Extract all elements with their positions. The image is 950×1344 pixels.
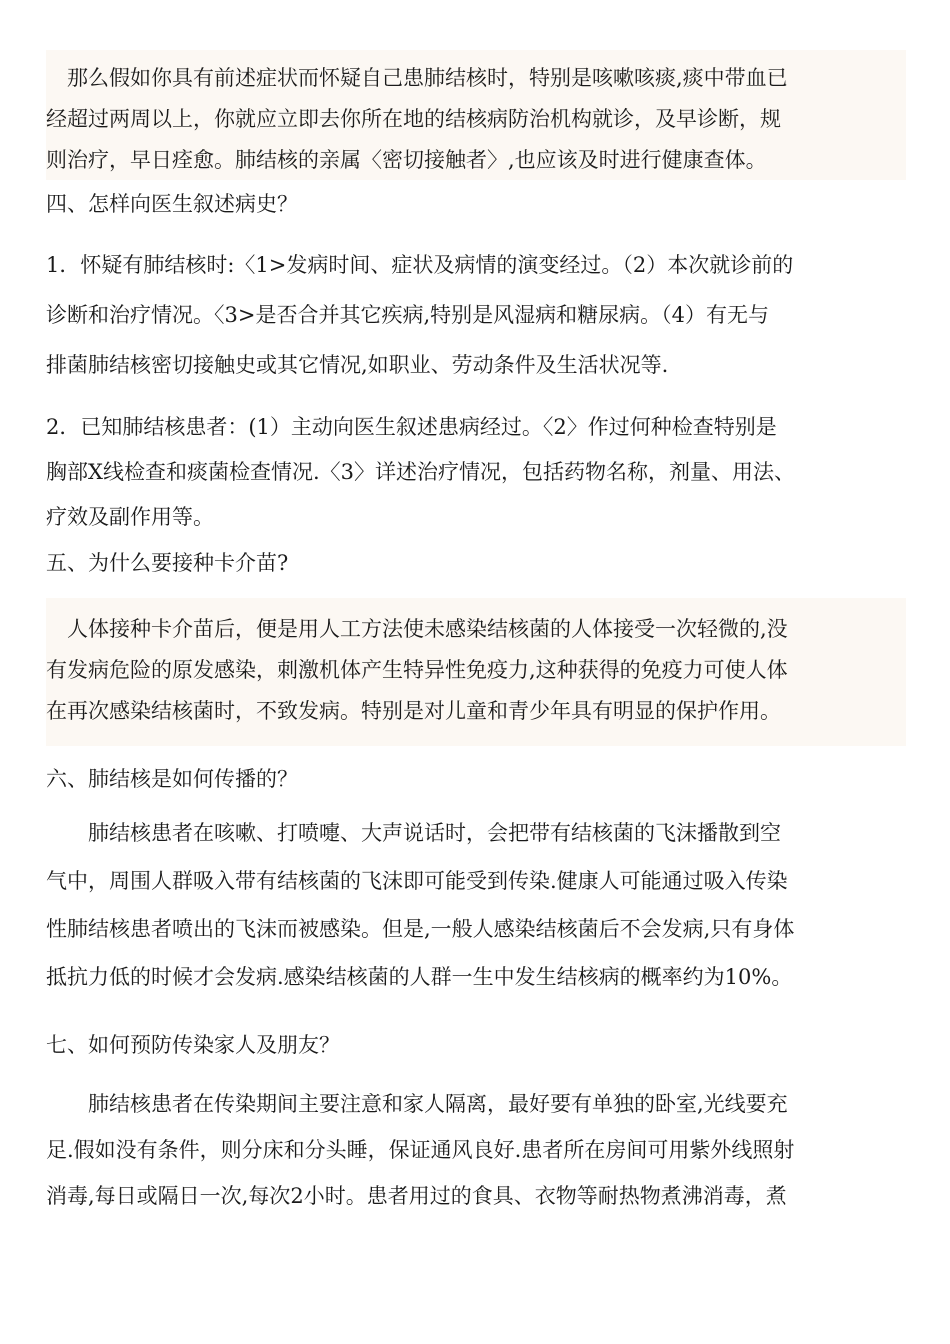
paragraph-suspected: 1．怀疑有肺结核时:〈1>发病时间、症状及病情的演变经过。（2）本次就诊前的 诊断和治疗情况。〈3>是否合并其它疾病,特别是风湿病和糖尿病。（4）有无与 排菌肺结核密切接触史或其它情况,如职业、劳动条件及生活状况等. [46, 253, 794, 377]
paragraph-known-patients: 2．已知肺结核患者：(1）主动向医生叙述患病经过。〈2〉作过何种检查特别是 胸部X线检查和痰菌检查情况.〈3〉详述治疗情况，包括药物名称，剂量、用法、 疗效及副作用等。 [46, 415, 795, 529]
paragraph-symptoms: 那么假如你具有前述症状而怀疑自己患肺结核时，特别是咳嗽咳痰,痰中带血已 经超过两周以上，你就应立即去你所在地的结核病防治机构就诊，及早诊断，规 则治疗，早日痊愈。肺结核的亲属〈密切接触者〉,也应该及时进行健康查体。 [46, 66, 788, 172]
paragraph-prevention: 肺结核患者在传染期间主要注意和家人隔离，最好要有单独的卧室,光线要充 足.假如没有条件，则分床和分头睡，保证通风良好.患者所在房间可用紫外线照射 消毒,每日或隔日一次,每次2小时。患者用过的食具、衣物等耐热物煮沸消毒，煮 [46, 1092, 795, 1208]
heading-transmission: 六、肺结核是如何传播的？ [46, 767, 298, 791]
paragraph-bcg: 人体接种卡介苗后，便是用人工方法使未感染结核菌的人体接受一次轻微的,没 有发病危险的原发感染，刺激机体产生特异性免疫力,这种获得的免疫力可使人体 在再次感染结核菌时，不致发病。特别是对儿童和青少年具有明显的保护作用。 [46, 617, 788, 723]
heading-prevention: 七、如何预防传染家人及朋友？ [46, 1033, 340, 1057]
paragraph-transmission: 肺结核患者在咳嗽、打喷嚏、大声说话时，会把带有结核菌的飞沫播散到空 气中，周围人群吸入带有结核菌的飞沫即可能受到传染.健康人可能通过吸入传染 性肺结核患者喷出的飞沫而被感染。但是,一般人感染结核菌后不会发病,只有身体 抵抗力低的时候才会发病.感染结核菌的人群一生中发生结核病的概率约为10%。 [46, 821, 795, 989]
heading-bcg: 五、为什么要接种卡介苗? [46, 551, 289, 575]
heading-history: 四、怎样向医生叙述病史？ [46, 192, 298, 216]
